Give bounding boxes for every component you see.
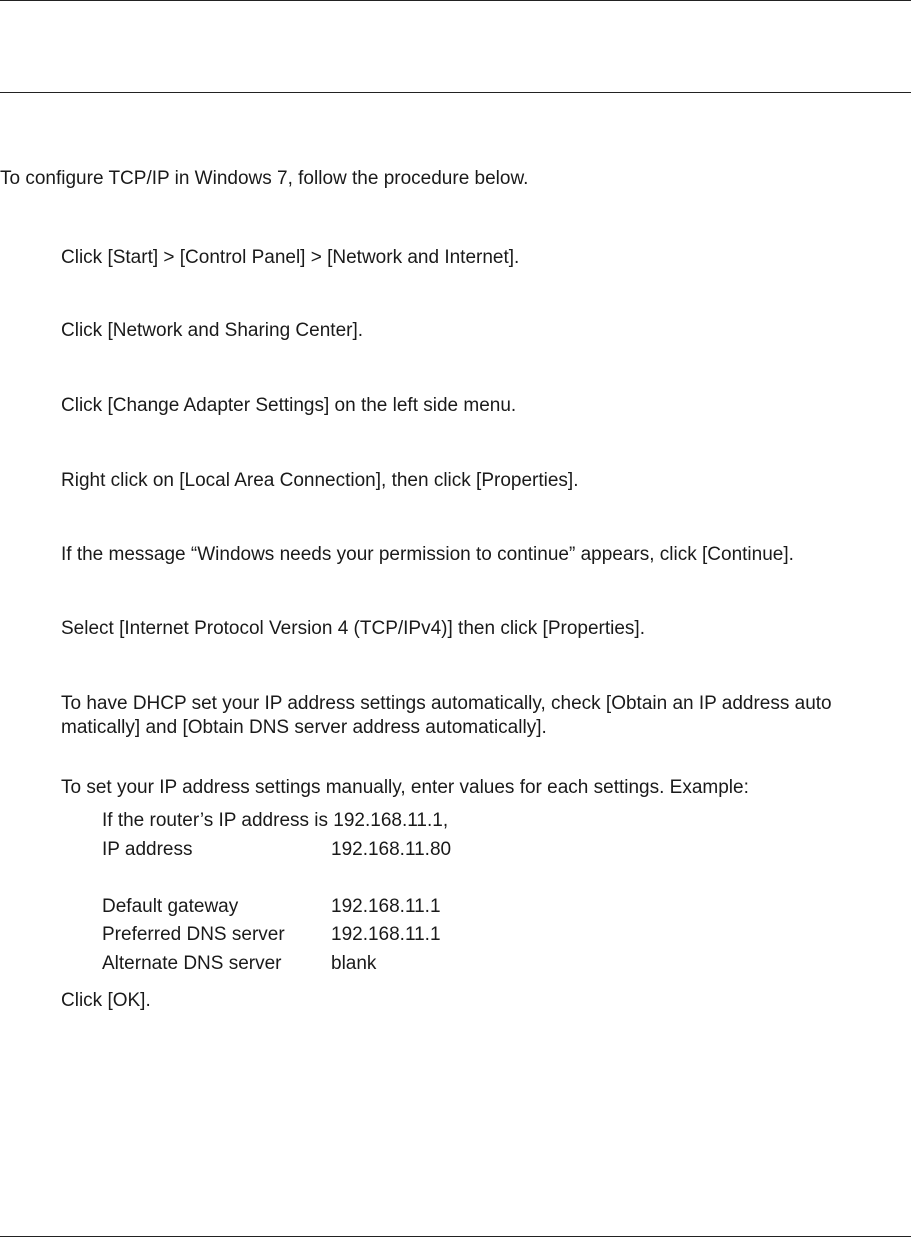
step-change-adapter-settings: Click [Change Adapter Settings] on the left side menu. [61, 395, 517, 416]
step-click-ok: Click [OK]. [61, 990, 151, 1011]
header-top-rule [0, 0, 911, 1]
example-label-ip-address: IP address [102, 839, 193, 860]
step-select-tcpipv4: Select [Internet Protocol Version 4 (TCP/IPv4)] then click [Properties]. [61, 618, 645, 639]
step-permission-message: If the message “Windows needs your permission to continue” appears, click [Continue]. [61, 544, 794, 565]
example-label-alternate-dns: Alternate DNS server [102, 953, 282, 974]
step-manual-settings: To set your IP address settings manually, enter values for each settings. Example: [61, 777, 749, 798]
example-label-preferred-dns: Preferred DNS server [102, 924, 285, 945]
step-network-sharing-center: Click [Network and Sharing Center]. [61, 320, 364, 341]
intro-text: To configure TCP/IP in Windows 7, follow the procedure below. [0, 168, 529, 189]
example-value-preferred-dns: 192.168.11.1 [331, 924, 441, 945]
example-condition: If the router’s IP address is 192.168.11.1, [102, 810, 449, 831]
example-value-alternate-dns: blank [331, 953, 377, 974]
step-dhcp-automatic: To have DHCP set your IP address settings automatically, check [Obtain an IP address auto matically] and [Obtain DNS server address automatically]. [61, 693, 832, 738]
example-label-default-gateway: Default gateway [102, 896, 239, 917]
example-value-default-gateway: 192.168.11.1 [331, 896, 441, 917]
example-value-ip-address: 192.168.11.80 [331, 839, 452, 860]
footer-rule [0, 1236, 911, 1237]
step-local-area-connection: Right click on [Local Area Connection], then click [Properties]. [61, 470, 579, 491]
step-start-menu: Click [Start] > [Control Panel] > [Network and Internet]. [61, 247, 520, 268]
header-bottom-rule [0, 92, 911, 93]
